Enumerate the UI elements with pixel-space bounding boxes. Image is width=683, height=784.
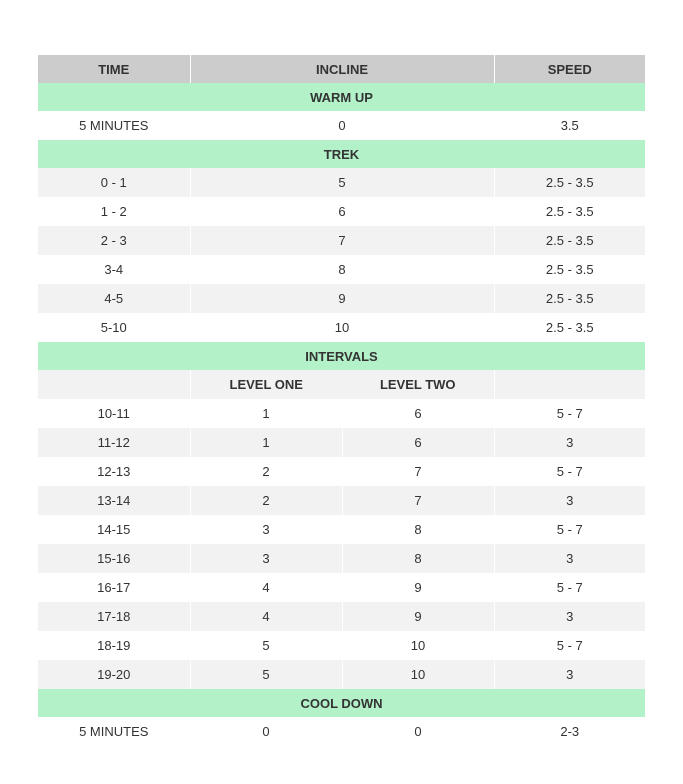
table-row xyxy=(38,544,645,573)
time-cell: 0 - 1 xyxy=(38,168,190,197)
time-cell: 2 - 3 xyxy=(38,226,190,255)
header-row xyxy=(38,55,645,83)
level-two-cell: 9 xyxy=(342,602,494,631)
level-two-cell: 10 xyxy=(342,631,494,660)
speed-cell: 2-3 xyxy=(494,717,645,746)
table-row xyxy=(38,428,645,457)
table-row xyxy=(38,660,645,689)
warm-up-section-row xyxy=(38,83,645,111)
level-two-cell: 8 xyxy=(342,544,494,573)
intervals-section-row xyxy=(38,342,645,370)
level-one-cell: 1 xyxy=(190,399,342,428)
speed-cell: 3 xyxy=(494,544,645,573)
speed-header: SPEED xyxy=(494,55,645,83)
level-headers xyxy=(190,370,494,399)
speed-cell: 2.5 - 3.5 xyxy=(494,255,645,284)
speed-cell: 3 xyxy=(494,486,645,515)
time-cell: 10-11 xyxy=(38,399,190,428)
level-two-cell: 7 xyxy=(342,486,494,515)
level-one-header: LEVEL ONE xyxy=(229,377,303,392)
level-two-cell: 6 xyxy=(342,399,494,428)
table-row xyxy=(38,168,645,197)
speed-cell: 2.5 - 3.5 xyxy=(494,313,645,342)
incline-cell: 0 xyxy=(190,111,494,140)
speed-cell: 5 - 7 xyxy=(494,631,645,660)
time-cell: 4-5 xyxy=(38,284,190,313)
level-one-cell: 0 xyxy=(190,717,342,746)
level-one-cell: 5 xyxy=(190,631,342,660)
level-one-cell: 3 xyxy=(190,544,342,573)
intervals-label: INTERVALS xyxy=(38,342,645,370)
cool-down-section-row xyxy=(38,689,645,717)
trek-section-row xyxy=(38,140,645,168)
empty-cell xyxy=(494,370,645,399)
level-two-cell: 0 xyxy=(342,717,494,746)
table-row xyxy=(38,486,645,515)
table-row xyxy=(38,313,645,342)
time-cell: 14-15 xyxy=(38,515,190,544)
time-cell: 5 MINUTES xyxy=(38,111,190,140)
incline-cell: 9 xyxy=(190,284,494,313)
level-two-cell: 8 xyxy=(342,515,494,544)
table-row xyxy=(38,226,645,255)
table-row xyxy=(38,573,645,602)
time-cell: 1 - 2 xyxy=(38,197,190,226)
speed-cell: 3 xyxy=(494,428,645,457)
time-cell: 18-19 xyxy=(38,631,190,660)
intervals-level-row xyxy=(38,370,645,399)
speed-cell: 3 xyxy=(494,602,645,631)
speed-cell: 3.5 xyxy=(494,111,645,140)
time-cell: 17-18 xyxy=(38,602,190,631)
table-row xyxy=(38,602,645,631)
speed-cell: 5 - 7 xyxy=(494,515,645,544)
trek-label: TREK xyxy=(38,140,645,168)
time-cell: 12-13 xyxy=(38,457,190,486)
speed-cell: 5 - 7 xyxy=(494,457,645,486)
workout-table xyxy=(38,55,645,746)
time-header: TIME xyxy=(38,55,190,83)
speed-cell: 2.5 - 3.5 xyxy=(494,284,645,313)
time-cell: 5-10 xyxy=(38,313,190,342)
cool-down-label: COOL DOWN xyxy=(38,689,645,717)
speed-cell: 2.5 - 3.5 xyxy=(494,168,645,197)
empty-cell xyxy=(38,370,190,399)
incline-cell: 5 xyxy=(190,168,494,197)
time-cell: 3-4 xyxy=(38,255,190,284)
speed-cell: 5 - 7 xyxy=(494,399,645,428)
warm-up-label: WARM UP xyxy=(38,83,645,111)
time-cell: 5 MINUTES xyxy=(38,717,190,746)
incline-cell: 7 xyxy=(190,226,494,255)
time-cell: 11-12 xyxy=(38,428,190,457)
table-row xyxy=(38,284,645,313)
level-one-cell: 2 xyxy=(190,486,342,515)
level-two-cell: 7 xyxy=(342,457,494,486)
level-one-cell: 4 xyxy=(190,573,342,602)
speed-cell: 2.5 - 3.5 xyxy=(494,226,645,255)
level-two-cell: 10 xyxy=(342,660,494,689)
level-one-cell: 2 xyxy=(190,457,342,486)
speed-cell: 2.5 - 3.5 xyxy=(494,197,645,226)
table-row xyxy=(38,717,645,746)
table-row xyxy=(38,457,645,486)
time-cell: 19-20 xyxy=(38,660,190,689)
level-one-cell: 3 xyxy=(190,515,342,544)
table-row xyxy=(38,255,645,284)
level-one-cell: 4 xyxy=(190,602,342,631)
time-cell: 16-17 xyxy=(38,573,190,602)
table-row xyxy=(38,631,645,660)
level-one-cell: 1 xyxy=(190,428,342,457)
speed-cell: 5 - 7 xyxy=(494,573,645,602)
incline-cell: 6 xyxy=(190,197,494,226)
incline-cell: 10 xyxy=(190,313,494,342)
time-cell: 13-14 xyxy=(38,486,190,515)
time-cell: 15-16 xyxy=(38,544,190,573)
level-two-cell: 6 xyxy=(342,428,494,457)
table-row xyxy=(38,111,645,140)
table-row xyxy=(38,515,645,544)
speed-cell: 3 xyxy=(494,660,645,689)
level-one-cell: 5 xyxy=(190,660,342,689)
level-two-header: LEVEL TWO xyxy=(379,377,456,392)
level-two-cell: 9 xyxy=(342,573,494,602)
incline-cell: 8 xyxy=(190,255,494,284)
table-row xyxy=(38,399,645,428)
table-row xyxy=(38,197,645,226)
incline-header: INCLINE xyxy=(190,55,494,83)
